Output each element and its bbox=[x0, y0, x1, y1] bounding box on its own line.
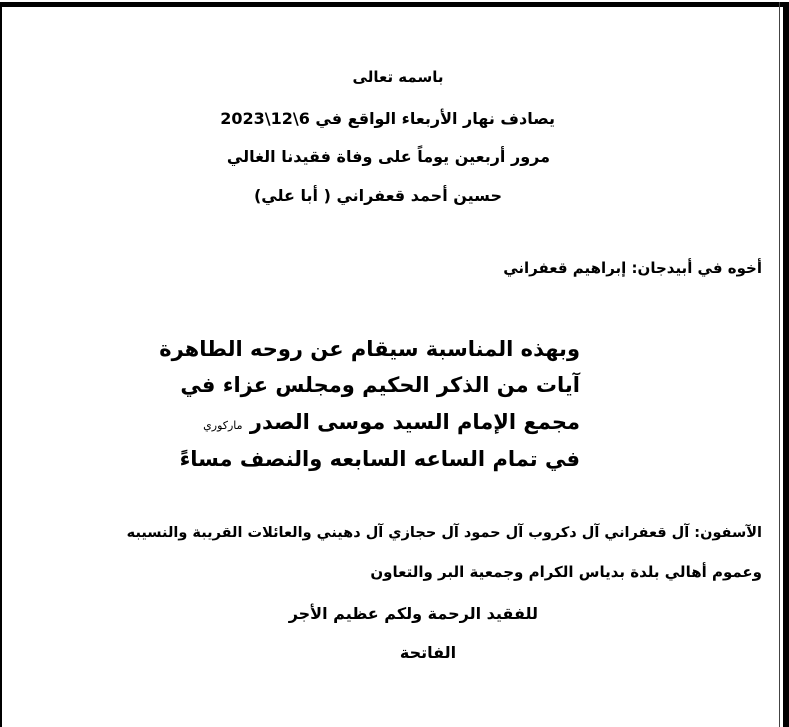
left-border bbox=[0, 2, 2, 727]
deceased-name: حسين أحمد قعفراني ( أبا علي) bbox=[253, 186, 502, 205]
fatiha-line: الفاتحة bbox=[399, 643, 457, 662]
occasion-line-4: في تمام الساعه السابعه والنصف مساءً bbox=[179, 447, 580, 471]
header-forty-days: مرور أربعين يوماً على وفاة فقيدنا الغالي bbox=[226, 147, 550, 166]
occasion-line-3 bbox=[203, 410, 580, 434]
mourners-line-2: وعموم أهالي بلدة بدياس الكرام وجمعية البر والتعاون bbox=[370, 563, 762, 581]
mourners-line-1: الآسفون: آل قعفراني آل دكروب آل حمود آل حجازي آل دهيني والعائلات القريبة والنسيبه bbox=[126, 525, 762, 541]
condolence-line: للفقيد الرحمة ولكم عظيم الأجر bbox=[288, 604, 538, 623]
header-basmala: باسمه تعالى bbox=[352, 68, 444, 86]
brother-line: أخوه في أبيدجان: إبراهيم قعفراني bbox=[503, 259, 762, 277]
header-date: يصادف نهار الأربعاء الواقع في 6\12\2023 bbox=[220, 109, 555, 128]
top-border bbox=[0, 2, 789, 7]
venue-note: ماركوري bbox=[203, 419, 243, 432]
right-border-inner bbox=[779, 2, 780, 727]
venue-name: مجمع الإمام السيد موسى الصدر bbox=[249, 410, 580, 434]
occasion-line-1: وبهذه المناسبة سيقام عن روحه الطاهرة bbox=[159, 337, 580, 361]
occasion-line-2: آيات من الذكر الحكيم ومجلس عزاء في bbox=[180, 373, 580, 397]
right-border bbox=[783, 2, 789, 727]
